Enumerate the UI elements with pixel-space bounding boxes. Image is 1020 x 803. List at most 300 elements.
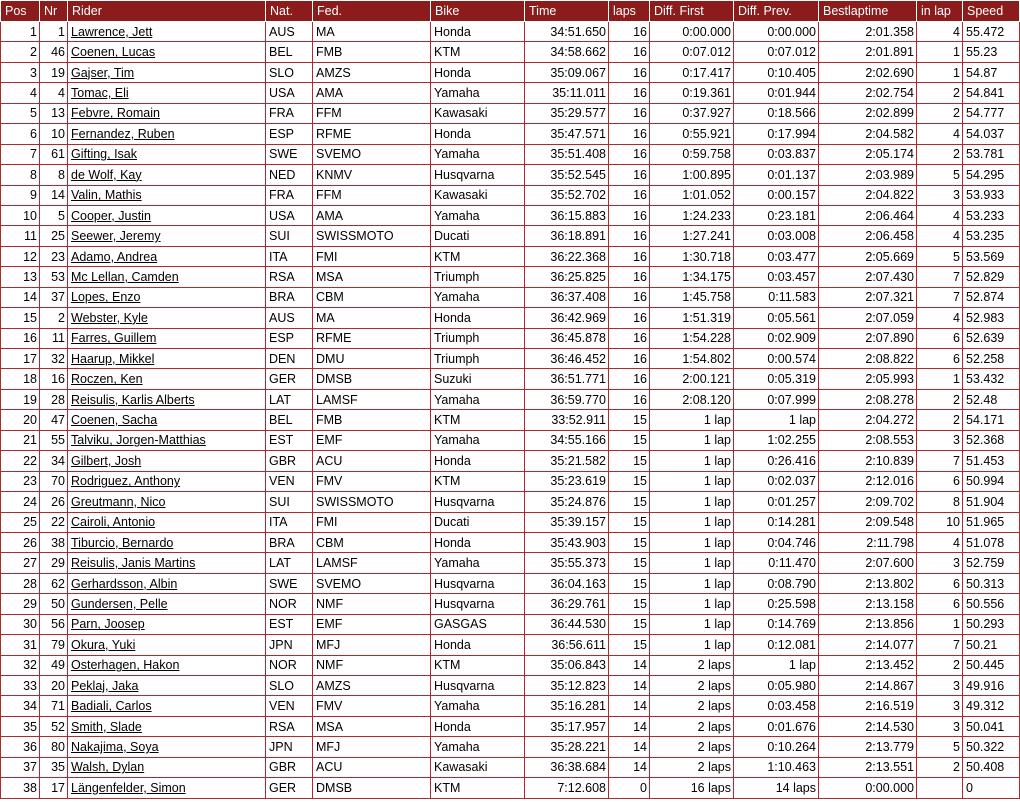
- rider-link[interactable]: Gerhardsson, Albin: [71, 576, 178, 591]
- cell-pos: 19: [1, 389, 40, 409]
- cell-bestlaptime: 2:13.551: [819, 757, 917, 777]
- cell-rider: [68, 62, 266, 82]
- cell-nat: JPN: [266, 737, 313, 757]
- cell-nat: AUS: [266, 308, 313, 328]
- cell-time: 36:42.969: [525, 308, 609, 328]
- cell-in-lap: 7: [917, 287, 963, 307]
- table-row: [1, 471, 1020, 491]
- cell-bike: Yamaha: [431, 737, 525, 757]
- cell-diff-first: 0:00.000: [650, 22, 734, 42]
- rider-link[interactable]: Badiali, Carlos: [71, 699, 152, 714]
- cell-fed: KNMV: [313, 165, 431, 185]
- cell-time: 36:44.530: [525, 614, 609, 634]
- cell-bestlaptime: 2:02.899: [819, 103, 917, 123]
- column-header-laps: laps: [609, 1, 650, 22]
- cell-nat: RSA: [266, 716, 313, 736]
- cell-rider: [68, 349, 266, 369]
- cell-pos: 3: [1, 62, 40, 82]
- cell-laps: 16: [609, 226, 650, 246]
- cell-nr: 32: [40, 349, 68, 369]
- column-header-nr: Nr: [40, 1, 68, 22]
- rider-link[interactable]: Reisulis, Janis Martins: [71, 556, 196, 571]
- cell-rider: [68, 594, 266, 614]
- rider-link[interactable]: Haarup, Mikkel: [71, 351, 155, 366]
- cell-bestlaptime: 2:04.582: [819, 124, 917, 144]
- cell-laps: 15: [609, 492, 650, 512]
- cell-bike: KTM: [431, 42, 525, 62]
- cell-rider: [68, 369, 266, 389]
- rider-link[interactable]: Gifting, Isak: [71, 147, 137, 162]
- cell-bike: Yamaha: [431, 205, 525, 225]
- cell-bike: Husqvarna: [431, 676, 525, 696]
- cell-rider: [68, 144, 266, 164]
- cell-diff-prev: 0:11.583: [734, 287, 819, 307]
- table-row: [1, 83, 1020, 103]
- cell-time: 36:45.878: [525, 328, 609, 348]
- table-row: [1, 369, 1020, 389]
- cell-fed: MFJ: [313, 737, 431, 757]
- rider-link[interactable]: Lopes, Enzo: [71, 290, 141, 305]
- rider-link[interactable]: de Wolf, Kay: [71, 167, 142, 182]
- cell-speed: 53.569: [963, 246, 1020, 266]
- cell-pos: 6: [1, 124, 40, 144]
- rider-link[interactable]: Talviku, Jorgen-Matthias: [71, 433, 206, 448]
- rider-link[interactable]: Farres, Guillem: [71, 331, 157, 346]
- cell-fed: ACU: [313, 451, 431, 471]
- cell-diff-first: 1:24.233: [650, 205, 734, 225]
- cell-rider: [68, 757, 266, 777]
- cell-bestlaptime: 2:07.321: [819, 287, 917, 307]
- cell-diff-prev: 0:12.081: [734, 635, 819, 655]
- cell-fed: SWISSMOTO: [313, 226, 431, 246]
- cell-time: 35:55.373: [525, 553, 609, 573]
- cell-rider: [68, 471, 266, 491]
- header-row: [1, 1, 1020, 22]
- cell-nr: 1: [40, 22, 68, 42]
- cell-nat: BRA: [266, 532, 313, 552]
- cell-speed: 53.233: [963, 205, 1020, 225]
- cell-nr: 11: [40, 328, 68, 348]
- cell-fed: NMF: [313, 655, 431, 675]
- cell-fed: FFM: [313, 185, 431, 205]
- cell-pos: 8: [1, 165, 40, 185]
- cell-in-lap: 6: [917, 471, 963, 491]
- cell-rider: [68, 635, 266, 655]
- cell-nr: 10: [40, 124, 68, 144]
- cell-diff-first: 0:17.417: [650, 62, 734, 82]
- cell-in-lap: 2: [917, 144, 963, 164]
- cell-bike: Kawasaki: [431, 103, 525, 123]
- cell-nr: 50: [40, 594, 68, 614]
- cell-in-lap: 2: [917, 757, 963, 777]
- cell-laps: 15: [609, 573, 650, 593]
- cell-speed: 50.322: [963, 737, 1020, 757]
- cell-diff-prev: 0:14.769: [734, 614, 819, 634]
- column-header-rider: Rider: [68, 1, 266, 22]
- cell-nat: EST: [266, 614, 313, 634]
- results-body: [1, 22, 1020, 799]
- cell-speed: 50.313: [963, 573, 1020, 593]
- cell-nat: LAT: [266, 553, 313, 573]
- cell-diff-prev: 0:02.037: [734, 471, 819, 491]
- cell-speed: 50.21: [963, 635, 1020, 655]
- cell-nr: 62: [40, 573, 68, 593]
- cell-bestlaptime: 2:06.464: [819, 205, 917, 225]
- cell-pos: 20: [1, 410, 40, 430]
- cell-speed: 52.639: [963, 328, 1020, 348]
- cell-bike: Husqvarna: [431, 573, 525, 593]
- rider-link[interactable]: Cooper, Justin: [71, 208, 151, 223]
- cell-speed: 50.445: [963, 655, 1020, 675]
- column-header-in-lap: in lap: [917, 1, 963, 22]
- cell-diff-prev: 0:00.574: [734, 349, 819, 369]
- cell-laps: 14: [609, 696, 650, 716]
- rider-link[interactable]: Gundersen, Pelle: [71, 596, 168, 611]
- cell-nat: VEN: [266, 696, 313, 716]
- cell-diff-prev: 0:03.457: [734, 267, 819, 287]
- cell-rider: [68, 308, 266, 328]
- cell-nat: VEN: [266, 471, 313, 491]
- cell-laps: 15: [609, 512, 650, 532]
- cell-nr: 26: [40, 492, 68, 512]
- cell-speed: 52.368: [963, 430, 1020, 450]
- table-row: [1, 328, 1020, 348]
- cell-laps: 15: [609, 430, 650, 450]
- cell-laps: 16: [609, 267, 650, 287]
- cell-time: 36:59.770: [525, 389, 609, 409]
- cell-fed: MFJ: [313, 635, 431, 655]
- rider-link[interactable]: Tomac, Eli: [71, 86, 129, 101]
- cell-time: 35:21.582: [525, 451, 609, 471]
- cell-in-lap: 6: [917, 594, 963, 614]
- cell-bestlaptime: 2:13.158: [819, 594, 917, 614]
- cell-bestlaptime: 2:07.600: [819, 553, 917, 573]
- cell-bike: Yamaha: [431, 83, 525, 103]
- cell-rider: [68, 532, 266, 552]
- cell-in-lap: 5: [917, 165, 963, 185]
- cell-fed: EMF: [313, 614, 431, 634]
- cell-nat: ESP: [266, 328, 313, 348]
- cell-in-lap: 7: [917, 267, 963, 287]
- cell-nat: ESP: [266, 124, 313, 144]
- cell-diff-first: 1 lap: [650, 594, 734, 614]
- cell-fed: AMZS: [313, 62, 431, 82]
- cell-laps: 16: [609, 287, 650, 307]
- cell-laps: 16: [609, 308, 650, 328]
- cell-nr: 47: [40, 410, 68, 430]
- table-row: [1, 737, 1020, 757]
- cell-bestlaptime: 2:13.856: [819, 614, 917, 634]
- rider-link[interactable]: Parn, Joosep: [71, 617, 145, 632]
- cell-nr: 34: [40, 451, 68, 471]
- cell-time: 34:51.650: [525, 22, 609, 42]
- cell-nr: 61: [40, 144, 68, 164]
- cell-bike: KTM: [431, 246, 525, 266]
- cell-bike: Honda: [431, 62, 525, 82]
- cell-speed: 52.829: [963, 267, 1020, 287]
- cell-bike: Yamaha: [431, 430, 525, 450]
- cell-bestlaptime: 2:13.779: [819, 737, 917, 757]
- cell-time: 35:47.571: [525, 124, 609, 144]
- cell-nat: DEN: [266, 349, 313, 369]
- cell-pos: 22: [1, 451, 40, 471]
- cell-bestlaptime: 2:05.174: [819, 144, 917, 164]
- cell-pos: 27: [1, 553, 40, 573]
- table-row: [1, 62, 1020, 82]
- rider-link[interactable]: Gajser, Tim: [71, 65, 135, 80]
- cell-nr: 19: [40, 62, 68, 82]
- rider-link[interactable]: Webster, Kyle: [71, 310, 148, 325]
- cell-nr: 13: [40, 103, 68, 123]
- cell-time: 33:52.911: [525, 410, 609, 430]
- rider-link[interactable]: Gilbert, Josh: [71, 453, 142, 468]
- cell-rider: [68, 573, 266, 593]
- cell-rider: [68, 778, 266, 798]
- cell-diff-first: 1 lap: [650, 492, 734, 512]
- cell-laps: 15: [609, 451, 650, 471]
- rider-link[interactable]: Febvre, Romain: [71, 106, 160, 121]
- table-row: [1, 226, 1020, 246]
- cell-bestlaptime: 2:05.669: [819, 246, 917, 266]
- cell-rider: [68, 451, 266, 471]
- cell-rider: [68, 205, 266, 225]
- cell-fed: RFME: [313, 124, 431, 144]
- cell-laps: 16: [609, 369, 650, 389]
- cell-diff-prev: 0:01.944: [734, 83, 819, 103]
- rider-link[interactable]: Reisulis, Karlis Alberts: [71, 392, 195, 407]
- cell-in-lap: 10: [917, 512, 963, 532]
- cell-pos: 24: [1, 492, 40, 512]
- cell-time: 34:58.662: [525, 42, 609, 62]
- cell-pos: 12: [1, 246, 40, 266]
- rider-link[interactable]: Peklaj, Jaka: [71, 678, 139, 693]
- cell-diff-first: 1:45.758: [650, 287, 734, 307]
- table-row: [1, 267, 1020, 287]
- cell-bike: Suzuki: [431, 369, 525, 389]
- cell-nat: AUS: [266, 22, 313, 42]
- cell-in-lap: 1: [917, 42, 963, 62]
- cell-diff-prev: 1:02.255: [734, 430, 819, 450]
- cell-in-lap: 2: [917, 83, 963, 103]
- cell-in-lap: 1: [917, 62, 963, 82]
- cell-laps: 15: [609, 471, 650, 491]
- cell-fed: AMZS: [313, 676, 431, 696]
- column-header-fed: Fed.: [313, 1, 431, 22]
- cell-time: 36:29.761: [525, 594, 609, 614]
- cell-laps: 16: [609, 144, 650, 164]
- cell-pos: 4: [1, 83, 40, 103]
- table-row: [1, 165, 1020, 185]
- cell-laps: 14: [609, 655, 650, 675]
- cell-laps: 14: [609, 737, 650, 757]
- cell-bestlaptime: 2:13.452: [819, 655, 917, 675]
- cell-in-lap: 3: [917, 716, 963, 736]
- cell-diff-first: 1 lap: [650, 573, 734, 593]
- rider-link[interactable]: Walsh, Dylan: [71, 760, 145, 775]
- cell-laps: 16: [609, 83, 650, 103]
- cell-diff-prev: 0:25.598: [734, 594, 819, 614]
- cell-laps: 15: [609, 553, 650, 573]
- cell-in-lap: 4: [917, 308, 963, 328]
- cell-diff-prev: 1:10.463: [734, 757, 819, 777]
- table-row: [1, 757, 1020, 777]
- cell-diff-first: 0:07.012: [650, 42, 734, 62]
- cell-in-lap: 7: [917, 451, 963, 471]
- cell-rider: [68, 737, 266, 757]
- rider-link[interactable]: Längenfelder, Simon: [71, 780, 186, 795]
- cell-laps: 14: [609, 757, 650, 777]
- table-row: [1, 103, 1020, 123]
- cell-bike: Honda: [431, 124, 525, 144]
- cell-nat: SWE: [266, 144, 313, 164]
- cell-pos: 5: [1, 103, 40, 123]
- rider-link[interactable]: Lawrence, Jett: [71, 24, 153, 39]
- cell-fed: MSA: [313, 716, 431, 736]
- cell-fed: FMV: [313, 696, 431, 716]
- cell-laps: 0: [609, 778, 650, 798]
- rider-link[interactable]: Osterhagen, Hakon: [71, 658, 180, 673]
- cell-in-lap: [917, 778, 963, 798]
- cell-fed: DMSB: [313, 369, 431, 389]
- rider-link[interactable]: Rodriguez, Anthony: [71, 474, 181, 489]
- cell-pos: 16: [1, 328, 40, 348]
- cell-time: 35:06.843: [525, 655, 609, 675]
- rider-link[interactable]: Cairoli, Antonio: [71, 515, 156, 530]
- cell-diff-first: 2 laps: [650, 655, 734, 675]
- rider-link[interactable]: Valin, Mathis: [71, 188, 142, 203]
- cell-nat: RSA: [266, 267, 313, 287]
- rider-link[interactable]: Roczen, Ken: [71, 372, 143, 387]
- cell-nat: FRA: [266, 103, 313, 123]
- cell-diff-prev: 0:10.264: [734, 737, 819, 757]
- cell-speed: 50.994: [963, 471, 1020, 491]
- cell-pos: 25: [1, 512, 40, 532]
- cell-speed: 50.556: [963, 594, 1020, 614]
- cell-speed: 52.983: [963, 308, 1020, 328]
- rider-link[interactable]: Okura, Yuki: [71, 637, 136, 652]
- cell-diff-first: 0:37.927: [650, 103, 734, 123]
- cell-fed: AMA: [313, 205, 431, 225]
- rider-link[interactable]: Mc Lellan, Camden: [71, 269, 179, 284]
- cell-bike: Honda: [431, 451, 525, 471]
- table-row: [1, 124, 1020, 144]
- rider-link[interactable]: Nakajima, Soya: [71, 740, 159, 755]
- cell-in-lap: 3: [917, 553, 963, 573]
- cell-rider: [68, 410, 266, 430]
- rider-link[interactable]: Coenen, Sacha: [71, 413, 158, 428]
- cell-in-lap: 4: [917, 226, 963, 246]
- cell-diff-prev: 1 lap: [734, 655, 819, 675]
- cell-time: 36:51.771: [525, 369, 609, 389]
- cell-nr: 28: [40, 389, 68, 409]
- cell-diff-first: 1 lap: [650, 553, 734, 573]
- table-row: [1, 512, 1020, 532]
- cell-time: 7:12.608: [525, 778, 609, 798]
- cell-diff-first: 1 lap: [650, 532, 734, 552]
- cell-rider: [68, 124, 266, 144]
- cell-in-lap: 4: [917, 532, 963, 552]
- cell-bestlaptime: 2:10.839: [819, 451, 917, 471]
- table-row: [1, 410, 1020, 430]
- cell-time: 34:55.166: [525, 430, 609, 450]
- cell-bestlaptime: 2:03.989: [819, 165, 917, 185]
- cell-laps: 16: [609, 328, 650, 348]
- rider-link[interactable]: Adamo, Andrea: [71, 249, 158, 264]
- cell-bestlaptime: 2:02.690: [819, 62, 917, 82]
- cell-fed: SWISSMOTO: [313, 492, 431, 512]
- cell-fed: MA: [313, 308, 431, 328]
- cell-speed: 54.777: [963, 103, 1020, 123]
- cell-speed: 54.295: [963, 165, 1020, 185]
- cell-in-lap: 1: [917, 614, 963, 634]
- cell-bike: Honda: [431, 308, 525, 328]
- cell-nat: GER: [266, 778, 313, 798]
- cell-in-lap: 1: [917, 369, 963, 389]
- rider-link[interactable]: Smith, Slade: [71, 719, 142, 734]
- rider-link[interactable]: Fernandez, Ruben: [71, 126, 175, 141]
- cell-diff-prev: 0:03.458: [734, 696, 819, 716]
- cell-pos: 2: [1, 42, 40, 62]
- table-row: [1, 696, 1020, 716]
- cell-diff-prev: 0:14.281: [734, 512, 819, 532]
- rider-link[interactable]: Tiburcio, Bernardo: [71, 535, 174, 550]
- cell-diff-prev: 0:18.566: [734, 103, 819, 123]
- cell-bike: Honda: [431, 22, 525, 42]
- cell-rider: [68, 389, 266, 409]
- table-row: [1, 246, 1020, 266]
- rider-link[interactable]: Coenen, Lucas: [71, 45, 156, 60]
- cell-fed: FMI: [313, 246, 431, 266]
- cell-in-lap: 4: [917, 22, 963, 42]
- table-row: [1, 655, 1020, 675]
- rider-link[interactable]: Greutmann, Nico: [71, 494, 166, 509]
- cell-bestlaptime: 2:07.059: [819, 308, 917, 328]
- column-header-diff-first: Diff. First: [650, 1, 734, 22]
- cell-rider: [68, 696, 266, 716]
- table-row: [1, 676, 1020, 696]
- cell-in-lap: 3: [917, 696, 963, 716]
- cell-nr: 46: [40, 42, 68, 62]
- cell-nr: 80: [40, 737, 68, 757]
- cell-fed: MA: [313, 22, 431, 42]
- cell-nat: GBR: [266, 451, 313, 471]
- rider-link[interactable]: Seewer, Jeremy: [71, 229, 161, 244]
- cell-diff-prev: 0:10.405: [734, 62, 819, 82]
- cell-speed: 52.759: [963, 553, 1020, 573]
- cell-pos: 21: [1, 430, 40, 450]
- cell-diff-prev: 0:07.999: [734, 389, 819, 409]
- cell-laps: 15: [609, 635, 650, 655]
- cell-pos: 29: [1, 594, 40, 614]
- cell-bestlaptime: 2:02.754: [819, 83, 917, 103]
- cell-speed: 54.171: [963, 410, 1020, 430]
- cell-nat: SWE: [266, 573, 313, 593]
- cell-nr: 52: [40, 716, 68, 736]
- cell-pos: 13: [1, 267, 40, 287]
- cell-speed: 52.48: [963, 389, 1020, 409]
- table-row: [1, 430, 1020, 450]
- cell-time: 35:16.281: [525, 696, 609, 716]
- table-row: [1, 451, 1020, 471]
- cell-nat: NOR: [266, 594, 313, 614]
- table-row: [1, 492, 1020, 512]
- cell-laps: 14: [609, 716, 650, 736]
- cell-time: 35:24.876: [525, 492, 609, 512]
- cell-bike: KTM: [431, 778, 525, 798]
- cell-diff-first: 1:27.241: [650, 226, 734, 246]
- cell-fed: DMU: [313, 349, 431, 369]
- cell-in-lap: 4: [917, 205, 963, 225]
